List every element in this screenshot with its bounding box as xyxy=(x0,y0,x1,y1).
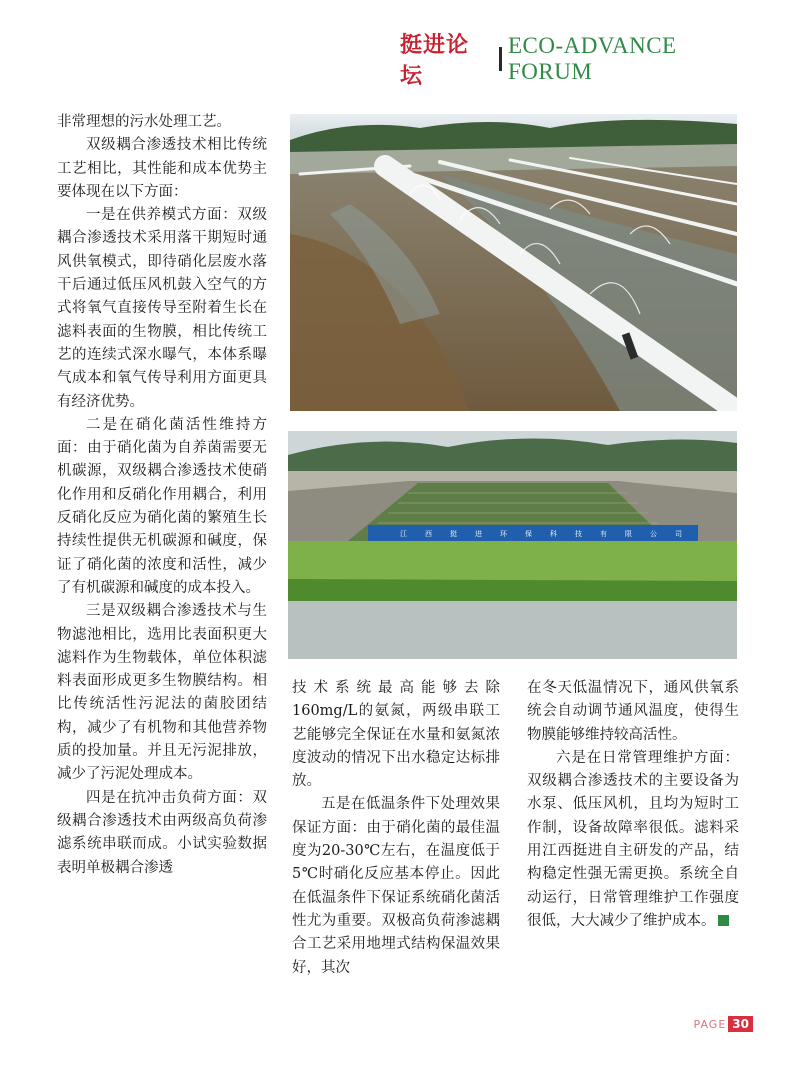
paragraph: 二是在硝化菌活性维持方面：由于硝化菌为自养菌需要无机碳源，双级耦合渗透技术使硝化作用和反硝化作用耦合，利用反硝化反应为硝化菌的繁殖生长持续性提供无机碳源和碱度，保证了硝化菌的浓度和活性，减少了有机碳源和碱度的成本投入。 xyxy=(57,416,267,596)
photo-treatment-field-image xyxy=(288,431,737,659)
paragraph: 四是在抗冲击负荷方面：双级耦合渗透技术由两级高负荷渗滤系统串联而成。小试实验数据表明单极耦合渗透 xyxy=(57,789,267,876)
page-number-value: 30 xyxy=(728,1016,753,1032)
banner-char: 进 xyxy=(475,530,482,538)
text-column-right xyxy=(527,677,739,933)
header-title-cn: 挺进论坛 xyxy=(400,33,470,89)
banner-char: 环 xyxy=(500,530,507,538)
header-title-en: ECO-ADVANCE FORUM xyxy=(507,33,677,84)
text-column-left xyxy=(57,111,267,880)
paragraph: 一是在供养模式方面：双级耦合渗透技术采用落干期短时通风供氧模式，即待硝化层废水落干后通过低压风机鼓入空气的方式将氧气直接传导至附着生长在滤料表面的生物膜，相比传统工艺的连续式深水曝气，本体系曝气成本和氧气传导利用方面更具有经济优势。 xyxy=(57,207,267,410)
end-mark-icon xyxy=(718,915,729,926)
banner-char: 限 xyxy=(625,530,632,538)
banner-char: 江 xyxy=(400,530,407,538)
text-column-middle xyxy=(292,677,500,980)
banner-char: 司 xyxy=(675,530,682,538)
paragraph: 五是在低温条件下处理效果保证方面：由于硝化菌的最佳温度为20-30℃左右，在温度低于5℃时硝化反应基本停止。因此在低温条件下保证系统硝化菌活性尤为重要。双极高负荷渗滤耦合工艺采用地埋式结构保温效果好，其次 xyxy=(292,796,500,976)
header-divider xyxy=(499,47,502,71)
paragraph: 技术系统最高能够去除160mg/L的氨氮，两级串联工艺能够完全保证在水量和氨氮浓度波动的情况下出水稳定达标排放。 xyxy=(292,680,500,790)
photo-treatment-field xyxy=(288,431,737,659)
banner-char: 技 xyxy=(575,530,582,538)
paragraph: 三是双级耦合渗透技术与生物滤池相比，选用比表面积更大滤料作为生物载体，单位体积滤料表面形成更多生物膜结构。相比传统活性污泥法的菌胶团结构，减少了有机物和其他营养物质的投加量。并且无污泥排放，减少了污泥处理成本。 xyxy=(57,603,267,783)
paragraph: 在冬天低温情况下，通风供氧系统会自动调节通风温度，使得生物膜能够维持较高活性。 xyxy=(527,680,739,743)
photo-sprinkler-pipes xyxy=(290,114,737,411)
paragraph xyxy=(527,747,739,933)
banner-char: 保 xyxy=(525,530,532,538)
photo-sprinkler-pipes-image xyxy=(290,114,737,411)
page-header xyxy=(400,33,767,89)
page-number xyxy=(694,1016,753,1032)
banner-char: 西 xyxy=(425,530,432,538)
banner-char: 挺 xyxy=(450,530,457,538)
banner-char: 有 xyxy=(600,530,607,538)
paragraph-text: 六是在日常管理维护方面：双级耦合渗透技术的主要设备为水泵、低压风机，且均为短时工作制，设备故障率很低。滤料采用江西挺进自主研发的产品，结构稳定性强无需更换。系统全自动运行，日常管理维护工作强度很低，大大减少了维护成本。 xyxy=(527,749,739,929)
banner-char: 公 xyxy=(650,530,657,538)
paragraph: 双级耦合渗透技术相比传统工艺相比，其性能和成本优势主要体现在以下方面： xyxy=(57,137,267,200)
paragraph: 非常理想的污水处理工艺。 xyxy=(57,114,231,130)
banner-char: 科 xyxy=(550,530,557,538)
page-label: PAGE xyxy=(693,1017,727,1031)
